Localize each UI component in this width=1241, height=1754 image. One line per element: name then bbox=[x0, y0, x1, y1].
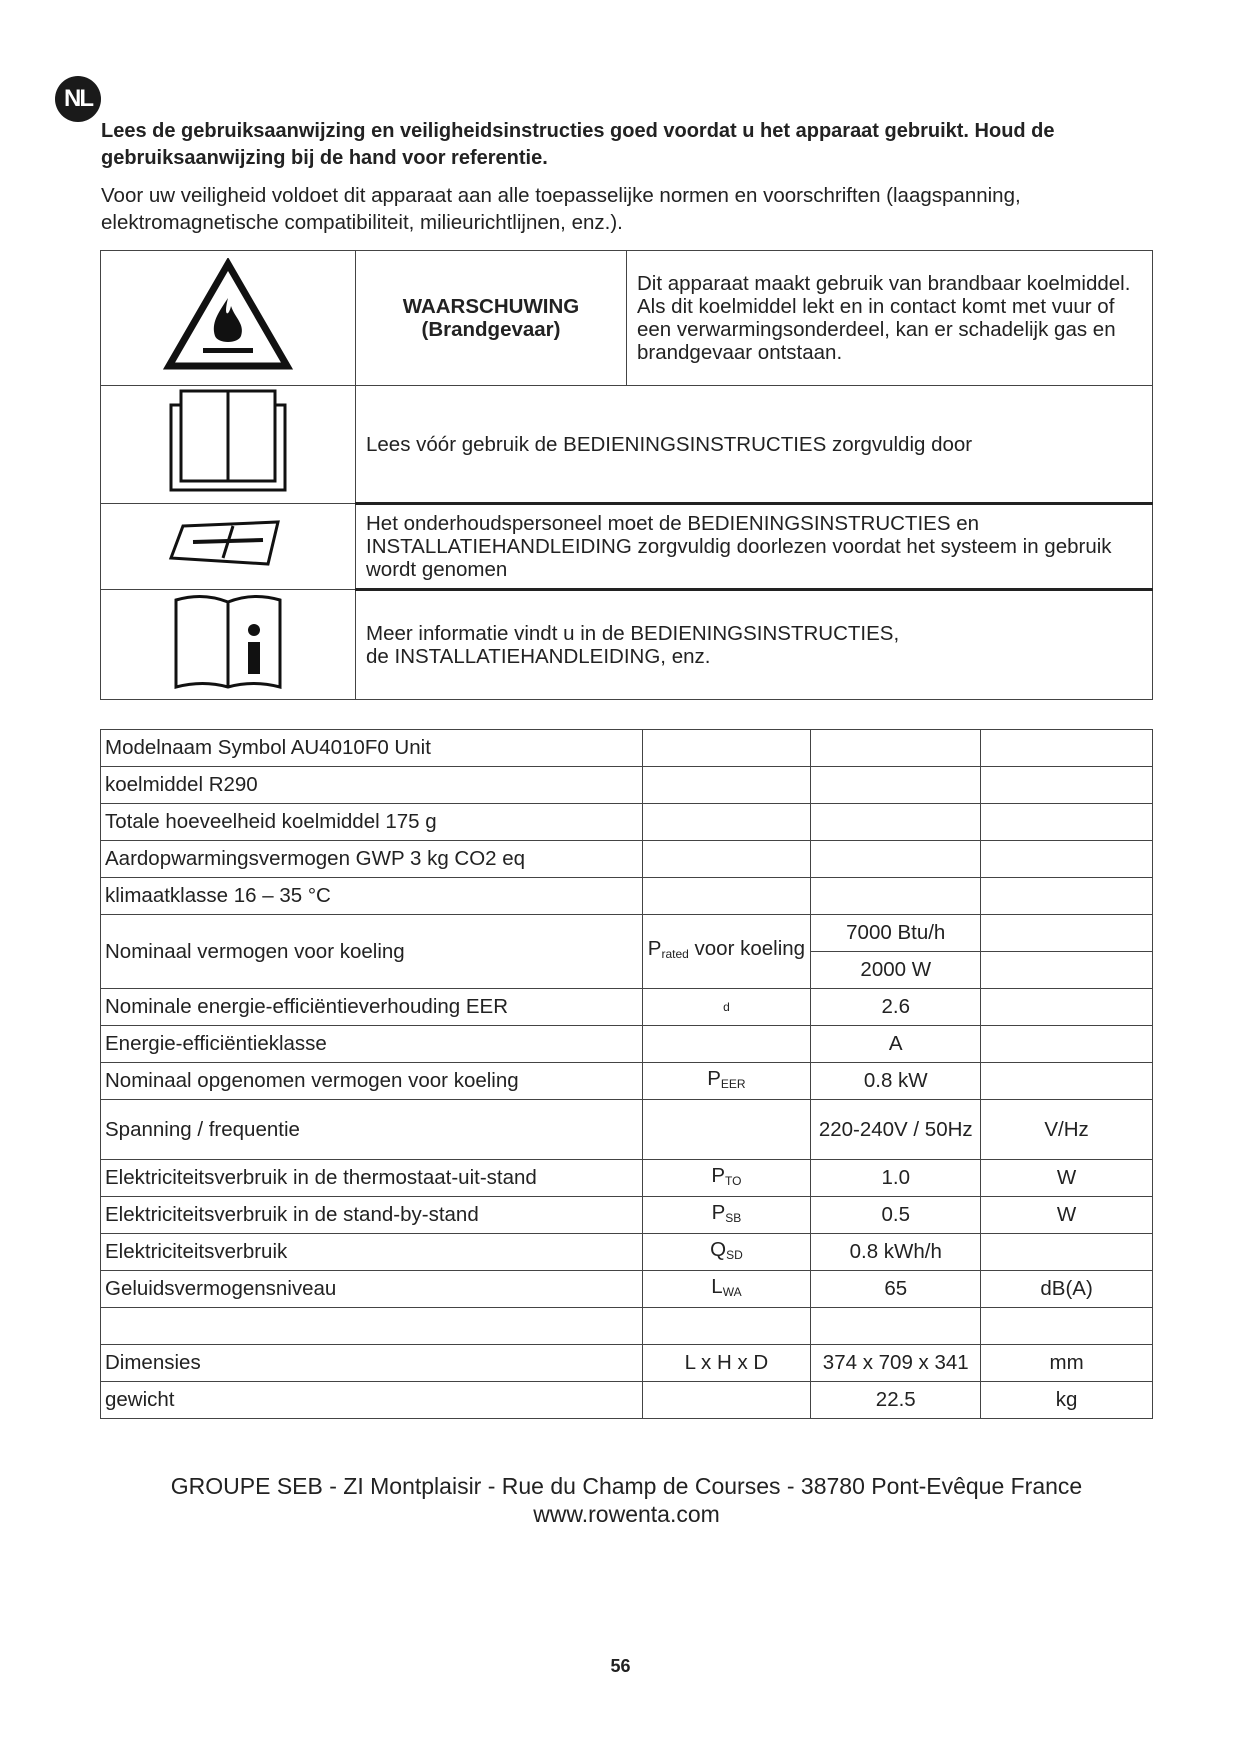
info-text-1: Meer informatie vindt u in de BEDIENINGSINSTRUCTIES, bbox=[366, 622, 900, 645]
pto-value: 1.0 bbox=[811, 1160, 981, 1197]
power-subscript: EER bbox=[720, 1076, 746, 1091]
spec-gwp: Aardopwarmingsvermogen GWP 3 kg CO2 eq bbox=[101, 841, 643, 878]
language-badge: NL bbox=[55, 76, 101, 122]
spec-refrigerant-amount: Totale hoeveelheid koelmiddel 175 g bbox=[101, 804, 643, 841]
spec-refrigerant: koelmiddel R290 bbox=[101, 767, 643, 804]
intro-bold-text: Lees de gebruiksaanwijzing en veiligheidsinstructies goed voordat u het apparaat gebruikt. Houd de gebruiksaanwijzing bij de hand voor referentie. bbox=[101, 120, 1055, 169]
specs-table bbox=[100, 729, 1153, 1419]
spec-capacity-label: Nominaal vermogen voor koeling bbox=[101, 915, 643, 989]
spec-qsd-label: Elektriciteitsverbruik bbox=[101, 1234, 643, 1271]
capacity-watt: 2000 W bbox=[811, 952, 981, 989]
fire-text-2: Als dit koelmiddel lekt en in contact komt met vuur of een verwarmingsonderdeel, kan er schadelijk gas en brandgevaar ontstaan. bbox=[637, 295, 1116, 364]
weight-value: 22.5 bbox=[811, 1382, 981, 1419]
eer-symbol: d bbox=[642, 989, 811, 1026]
capacity-subscript: rated bbox=[661, 947, 689, 961]
spec-pto-label: Elektriciteitsverbruik in de thermostaat-uit-stand bbox=[101, 1160, 643, 1197]
service-manual-icon bbox=[101, 504, 356, 590]
spec-dimensions-label: Dimensies bbox=[101, 1345, 643, 1382]
page-number: 56 bbox=[610, 1656, 631, 1676]
weight-unit: kg bbox=[981, 1382, 1153, 1419]
voltage-value: 220-240V / 50Hz bbox=[811, 1100, 981, 1160]
spec-model: Modelnaam Symbol AU4010F0 Unit bbox=[101, 730, 643, 767]
footer-url[interactable]: www.rowenta.com bbox=[533, 1501, 720, 1527]
class-value: A bbox=[811, 1026, 981, 1063]
footer bbox=[100, 1472, 1153, 1528]
capacity-symbol-suffix: voor koeling bbox=[694, 937, 806, 960]
noise-unit: dB(A) bbox=[981, 1271, 1153, 1308]
read-manual-text: Lees vóór gebruik de BEDIENINGSINSTRUCTIES zorgvuldig door bbox=[356, 386, 1153, 504]
psb-value: 0.5 bbox=[811, 1197, 981, 1234]
pto-symbol: P bbox=[711, 1163, 726, 1187]
info-text-2: de INSTALLATIEHANDLEIDING, enz. bbox=[366, 645, 711, 668]
spec-eer-label: Nominale energie-efficiëntieverhouding EER bbox=[101, 989, 643, 1026]
noise-value: 65 bbox=[811, 1271, 981, 1308]
info-manual-icon bbox=[101, 590, 356, 700]
power-value: 0.8 kW bbox=[811, 1063, 981, 1100]
dimensions-symbol: L x H x D bbox=[642, 1345, 811, 1382]
fire-text-1: Dit apparaat maakt gebruik van brandbaar koelmiddel. bbox=[637, 272, 1131, 295]
noise-symbol: L bbox=[711, 1274, 723, 1298]
eer-value: 2.6 bbox=[811, 989, 981, 1026]
dimensions-unit: mm bbox=[981, 1345, 1153, 1382]
voltage-unit: V/Hz bbox=[981, 1100, 1153, 1160]
spec-class-label: Energie-efficiëntieklasse bbox=[101, 1026, 643, 1063]
capacity-symbol: P bbox=[647, 937, 662, 960]
psb-symbol: P bbox=[711, 1200, 726, 1224]
fire-warning-icon bbox=[101, 251, 356, 386]
spec-psb-label: Elektriciteitsverbruik in de stand-by-stand bbox=[101, 1197, 643, 1234]
dimensions-value: 374 x 709 x 341 bbox=[811, 1345, 981, 1382]
power-symbol: P bbox=[707, 1066, 721, 1090]
spec-climate-class: klimaatklasse 16 – 35 °C bbox=[101, 878, 643, 915]
qsd-symbol: Q bbox=[710, 1237, 727, 1261]
qsd-value: 0.8 kWh/h bbox=[811, 1234, 981, 1271]
warning-title: WAARSCHUWING bbox=[402, 295, 580, 318]
spec-voltage-label: Spanning / frequentie bbox=[101, 1100, 643, 1160]
footer-address: GROUPE SEB - ZI Montplaisir - Rue du Champ de Courses - 38780 Pont-Evêque France bbox=[170, 1473, 1083, 1499]
qsd-subscript: SD bbox=[726, 1247, 743, 1262]
spec-noise-label: Geluidsvermogensniveau bbox=[101, 1271, 643, 1308]
pto-subscript: TO bbox=[725, 1173, 742, 1188]
book-icon bbox=[101, 386, 356, 504]
intro-text: Voor uw veiligheid voldoet dit apparaat aan alle toepasselijke normen en voorschriften (laagspanning, elektromagnetische compatibiliteit, milieurichtlijnen, enz.). bbox=[101, 184, 1021, 234]
warning-table bbox=[100, 250, 1153, 700]
psb-subscript: SB bbox=[725, 1210, 742, 1225]
service-text: Het onderhoudspersoneel moet de BEDIENINGSINSTRUCTIES en INSTALLATIEHANDLEIDING zorgvuldig doorlezen voordat het systeem in gebruik wordt genomen bbox=[356, 504, 1153, 590]
pto-unit: W bbox=[981, 1160, 1153, 1197]
psb-unit: W bbox=[981, 1197, 1153, 1234]
spec-weight-label: gewicht bbox=[101, 1382, 643, 1419]
warning-subtitle: (Brandgevaar) bbox=[421, 318, 561, 341]
spec-power-label: Nominaal opgenomen vermogen voor koeling bbox=[101, 1063, 643, 1100]
noise-subscript: WA bbox=[722, 1284, 742, 1299]
capacity-btu: 7000 Btu/h bbox=[811, 915, 981, 952]
